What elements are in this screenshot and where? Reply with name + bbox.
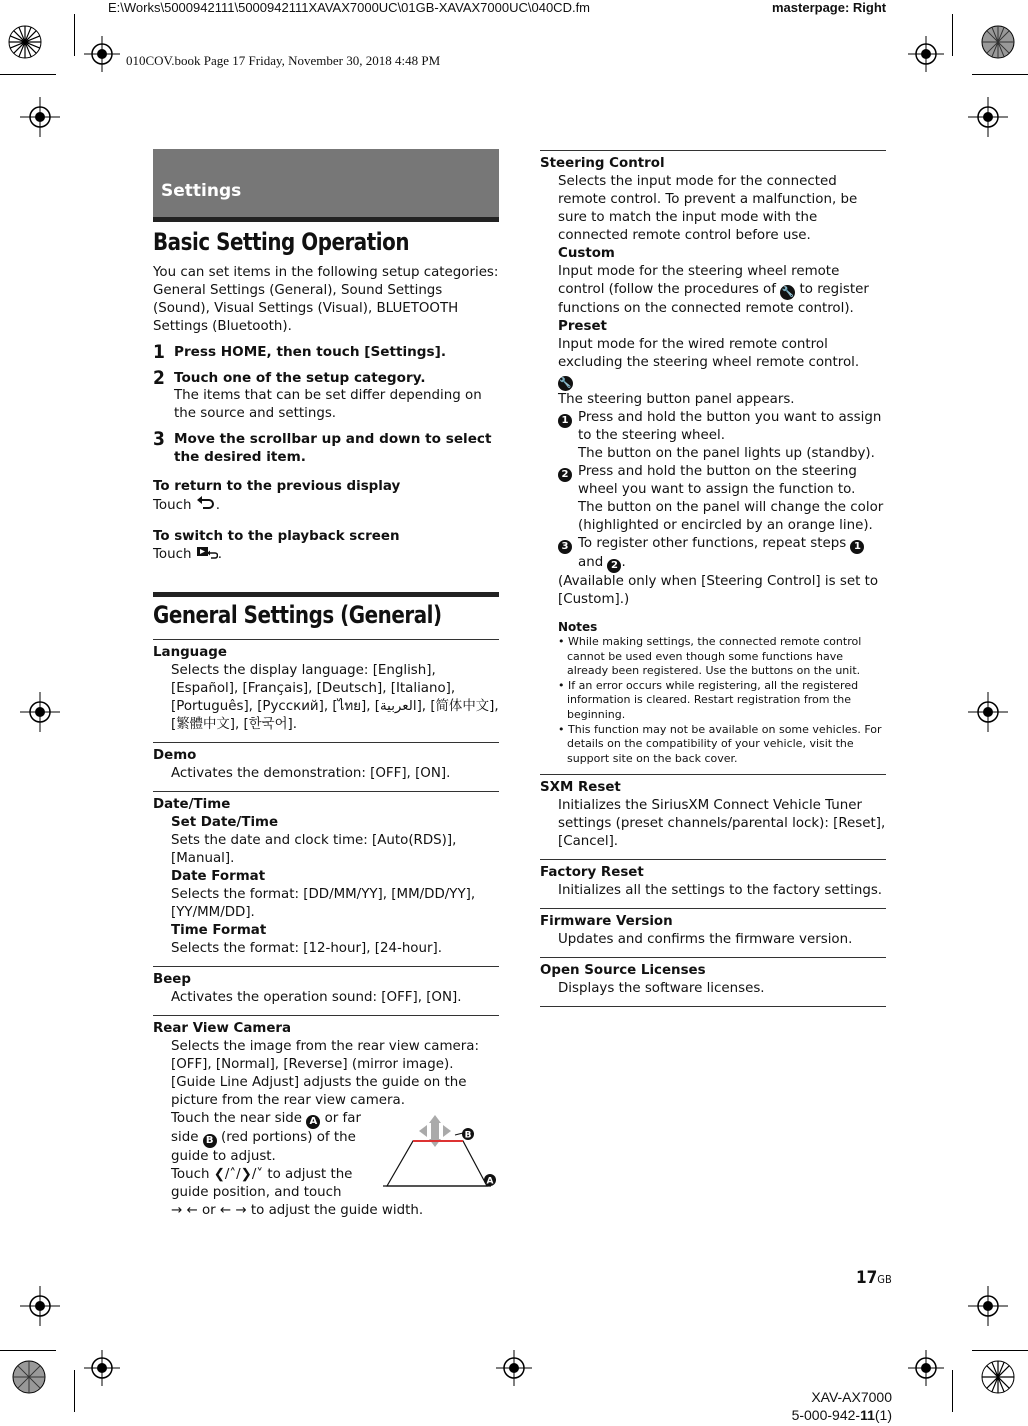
- preset-text: Input mode for the wired remote control excluding the steering wheel remote control.: [558, 337, 860, 370]
- date-format-text: Selects the format: [DD/MM/YY], [MM/DD/YY], [YY/MM/DD].: [171, 887, 476, 920]
- playback-screen-icon: [196, 546, 218, 560]
- demo-text: Activates the demonstration: [OFF], [ON].: [171, 766, 451, 781]
- registration-wheel-icon: [981, 1360, 1015, 1394]
- book-line: 010COV.book Page 17 Friday, November 30, 2018 4:48 PM: [126, 53, 441, 68]
- left-column: [153, 149, 499, 1228]
- registration-wheel-icon: [981, 25, 1015, 59]
- registration-crosshair-icon: [968, 1286, 1008, 1326]
- right-column: [540, 150, 886, 1007]
- language-item: [153, 639, 499, 742]
- registration-crosshair-icon: [84, 1350, 120, 1386]
- preset-title: Preset: [558, 319, 607, 334]
- step-1-icon: 1: [558, 414, 572, 428]
- step-title: Press HOME, then touch [Settings].: [174, 344, 446, 360]
- custom-title: Custom: [558, 246, 615, 261]
- registration-crosshair-icon: [908, 36, 944, 72]
- svg-text:A: A: [486, 1176, 494, 1187]
- step-desc: The items that can be set differ depending on the source and settings.: [174, 388, 482, 421]
- wrench-marker: [540, 372, 886, 391]
- time-format-title: Time Format: [171, 923, 267, 938]
- general-settings-title: General Settings (General): [153, 601, 442, 629]
- beep-title: Beep: [153, 972, 191, 987]
- registration-crosshair-icon: [20, 692, 60, 732]
- camera-touch-text: Touch the near side A or far side B (red portions) of the guide to adjust.: [171, 1111, 361, 1164]
- steering-item: [540, 150, 886, 774]
- registration-wheel-icon: [12, 1360, 46, 1394]
- procedure-step-1: 1 Press and hold the button you want to assign to the steering wheel. The button on the panel lights up (standby).: [540, 409, 886, 463]
- note-item: • If an error occurs while registering, all the registered information is cleared. Restart registration from the beginning.: [558, 678, 859, 721]
- model-name: XAV-AX7000: [811, 1389, 892, 1405]
- switch-text: Touch .: [153, 547, 222, 562]
- section-rule: [153, 592, 499, 597]
- guide-line-diagram: [383, 1111, 503, 1191]
- step-1: [153, 342, 499, 362]
- firmware-text: Updates and confirms the firmware version.: [558, 932, 853, 948]
- note-item: • This function may not be available on some vehicles. For details on the compatibility of your vehicle, visit the support site on the back cover.: [558, 722, 882, 765]
- registration-crosshair-icon: [20, 97, 60, 137]
- available-text: (Available only when [Steering Control] is set to [Custom].): [558, 574, 879, 607]
- custom-text: Input mode for the steering wheel remote control (follow the procedures of 🔧 to register functions on the connected remote control).: [558, 264, 869, 316]
- camera-text: Selects the image from the rear view camera: [OFF], [Normal], [Reverse] (mirror image). [Guide Line Adjust] adjusts the guide on the picture from the rear view camera.: [171, 1039, 479, 1108]
- step-title: Move the scrollbar up and down to select the desired item.: [174, 431, 492, 465]
- licenses-text: Displays the software licenses.: [558, 981, 765, 997]
- svg-text:B: B: [464, 1130, 472, 1141]
- step-number: 3: [153, 428, 165, 450]
- registration-crosshair-icon: [496, 1350, 532, 1386]
- registration-crosshair-icon: [968, 97, 1008, 137]
- camera-width-text: → ← or ← → to adjust the guide width.: [171, 1203, 424, 1218]
- factory-item: [540, 859, 886, 908]
- file-path: E:\Works\5000942111\5000942111XAVAX7000UC\01GB-XAVAX7000UC\040CD.fm: [108, 0, 591, 15]
- step-2: [153, 368, 499, 423]
- licenses-title: Open Source Licenses: [540, 963, 706, 979]
- camera-title: Rear View Camera: [153, 1021, 292, 1036]
- demo-item: [153, 742, 499, 791]
- step-2-icon: 2: [558, 468, 572, 482]
- wrench-icon: 🔧: [559, 378, 572, 389]
- settings-band: Settings: [153, 149, 499, 217]
- notes-title: Notes: [558, 620, 598, 634]
- back-icon: [196, 496, 216, 510]
- steering-text: Selects the input mode for the connected remote control. To prevent a malfunction, be sure to match the input mode with the connected remote control before use.: [558, 174, 858, 243]
- language-text: Selects the display language: [English], [Español], [Français], [Deutsch], [Italiano], [Português], [Русский], [ไทย], [العربية], [简体中文], [繁體中文], [한국어].: [171, 663, 499, 732]
- width-arrows-icon: → ← or ← →: [171, 1203, 247, 1218]
- step-number: 1: [153, 341, 165, 363]
- sxm-text: Initializes the SiriusXM Connect Vehicle Tuner settings (preset channels/parental lock): [Reset], [Cancel].: [558, 798, 886, 850]
- model-block: [780, 1388, 892, 1424]
- time-format-text: Selects the format: [12-hour], [24-hour].: [171, 941, 442, 956]
- beep-text: Activates the operation sound: [OFF], [ON].: [171, 990, 462, 1005]
- label-b-icon: B: [203, 1134, 217, 1148]
- masterpage-label: masterpage: Right: [772, 0, 887, 15]
- registration-crosshair-icon: [20, 1286, 60, 1326]
- sxm-title: SXM Reset: [540, 780, 621, 796]
- band-rule: [153, 217, 499, 222]
- arrow-buttons-icon: ❮/˄/❯/˅: [213, 1167, 264, 1182]
- datetime-title: Date/Time: [153, 797, 231, 812]
- date-format-title: Date Format: [171, 869, 266, 884]
- sxm-item: [540, 774, 886, 859]
- language-title: Language: [153, 645, 227, 660]
- step-title: Touch one of the setup category.: [174, 370, 426, 386]
- step-3-icon: 3: [558, 540, 572, 554]
- page-number: 17GB: [856, 1268, 892, 1288]
- wrench-icon: 🔧: [781, 287, 794, 298]
- camera-adjust-text: Touch ❮/˄/❯/˅ to adjust the guide position, and touch: [171, 1167, 353, 1200]
- panel-text: The steering button panel appears.: [558, 392, 795, 407]
- step-3: [153, 429, 499, 466]
- note-item: • While making settings, the connected remote control cannot be used even though some functions have already been registered. Use the buttons on the unit.: [558, 635, 862, 678]
- set-datetime-text: Sets the date and clock time: [Auto(RDS)], [Manual].: [171, 833, 457, 866]
- set-datetime-title: Set Date/Time: [171, 815, 279, 830]
- basic-setting-title: Basic Setting Operation: [153, 228, 410, 256]
- registration-crosshair-icon: [968, 692, 1008, 732]
- return-text: Touch .: [153, 498, 220, 513]
- label-a-icon: A: [306, 1115, 320, 1129]
- demo-title: Demo: [153, 748, 197, 763]
- switch-heading: To switch to the playback screen: [153, 529, 400, 544]
- beep-item: [153, 966, 499, 1015]
- registration-wheel-icon: [8, 25, 42, 59]
- datetime-item: [153, 791, 499, 966]
- registration-crosshair-icon: [84, 36, 120, 72]
- registration-crosshair-icon: [908, 1350, 944, 1386]
- camera-item: [153, 1015, 499, 1228]
- factory-title: Factory Reset: [540, 865, 644, 881]
- basic-intro: You can set items in the following setup categories: General Settings (General), Sound Settings (Sound), Visual Settings (Visual), BLUETOOTH Settings (Bluetooth).: [153, 265, 499, 334]
- factory-text: Initializes all the settings to the factory settings.: [558, 883, 883, 899]
- licenses-item: [540, 957, 886, 1007]
- step-number: 2: [153, 367, 165, 389]
- firmware-item: [540, 908, 886, 957]
- firmware-title: Firmware Version: [540, 914, 673, 930]
- return-heading: To return to the previous display: [153, 479, 401, 494]
- procedure-step-2: 2 Press and hold the button on the steering wheel you want to assign the function to. The button on the panel will change the color (highlighted or encircled by an orange line).: [540, 463, 886, 535]
- procedure-step-3: 3 To register other functions, repeat steps 1 and 2 .: [540, 535, 886, 573]
- steering-title: Steering Control: [540, 156, 665, 171]
- part-code: 5-000-942-11(1): [791, 1407, 892, 1423]
